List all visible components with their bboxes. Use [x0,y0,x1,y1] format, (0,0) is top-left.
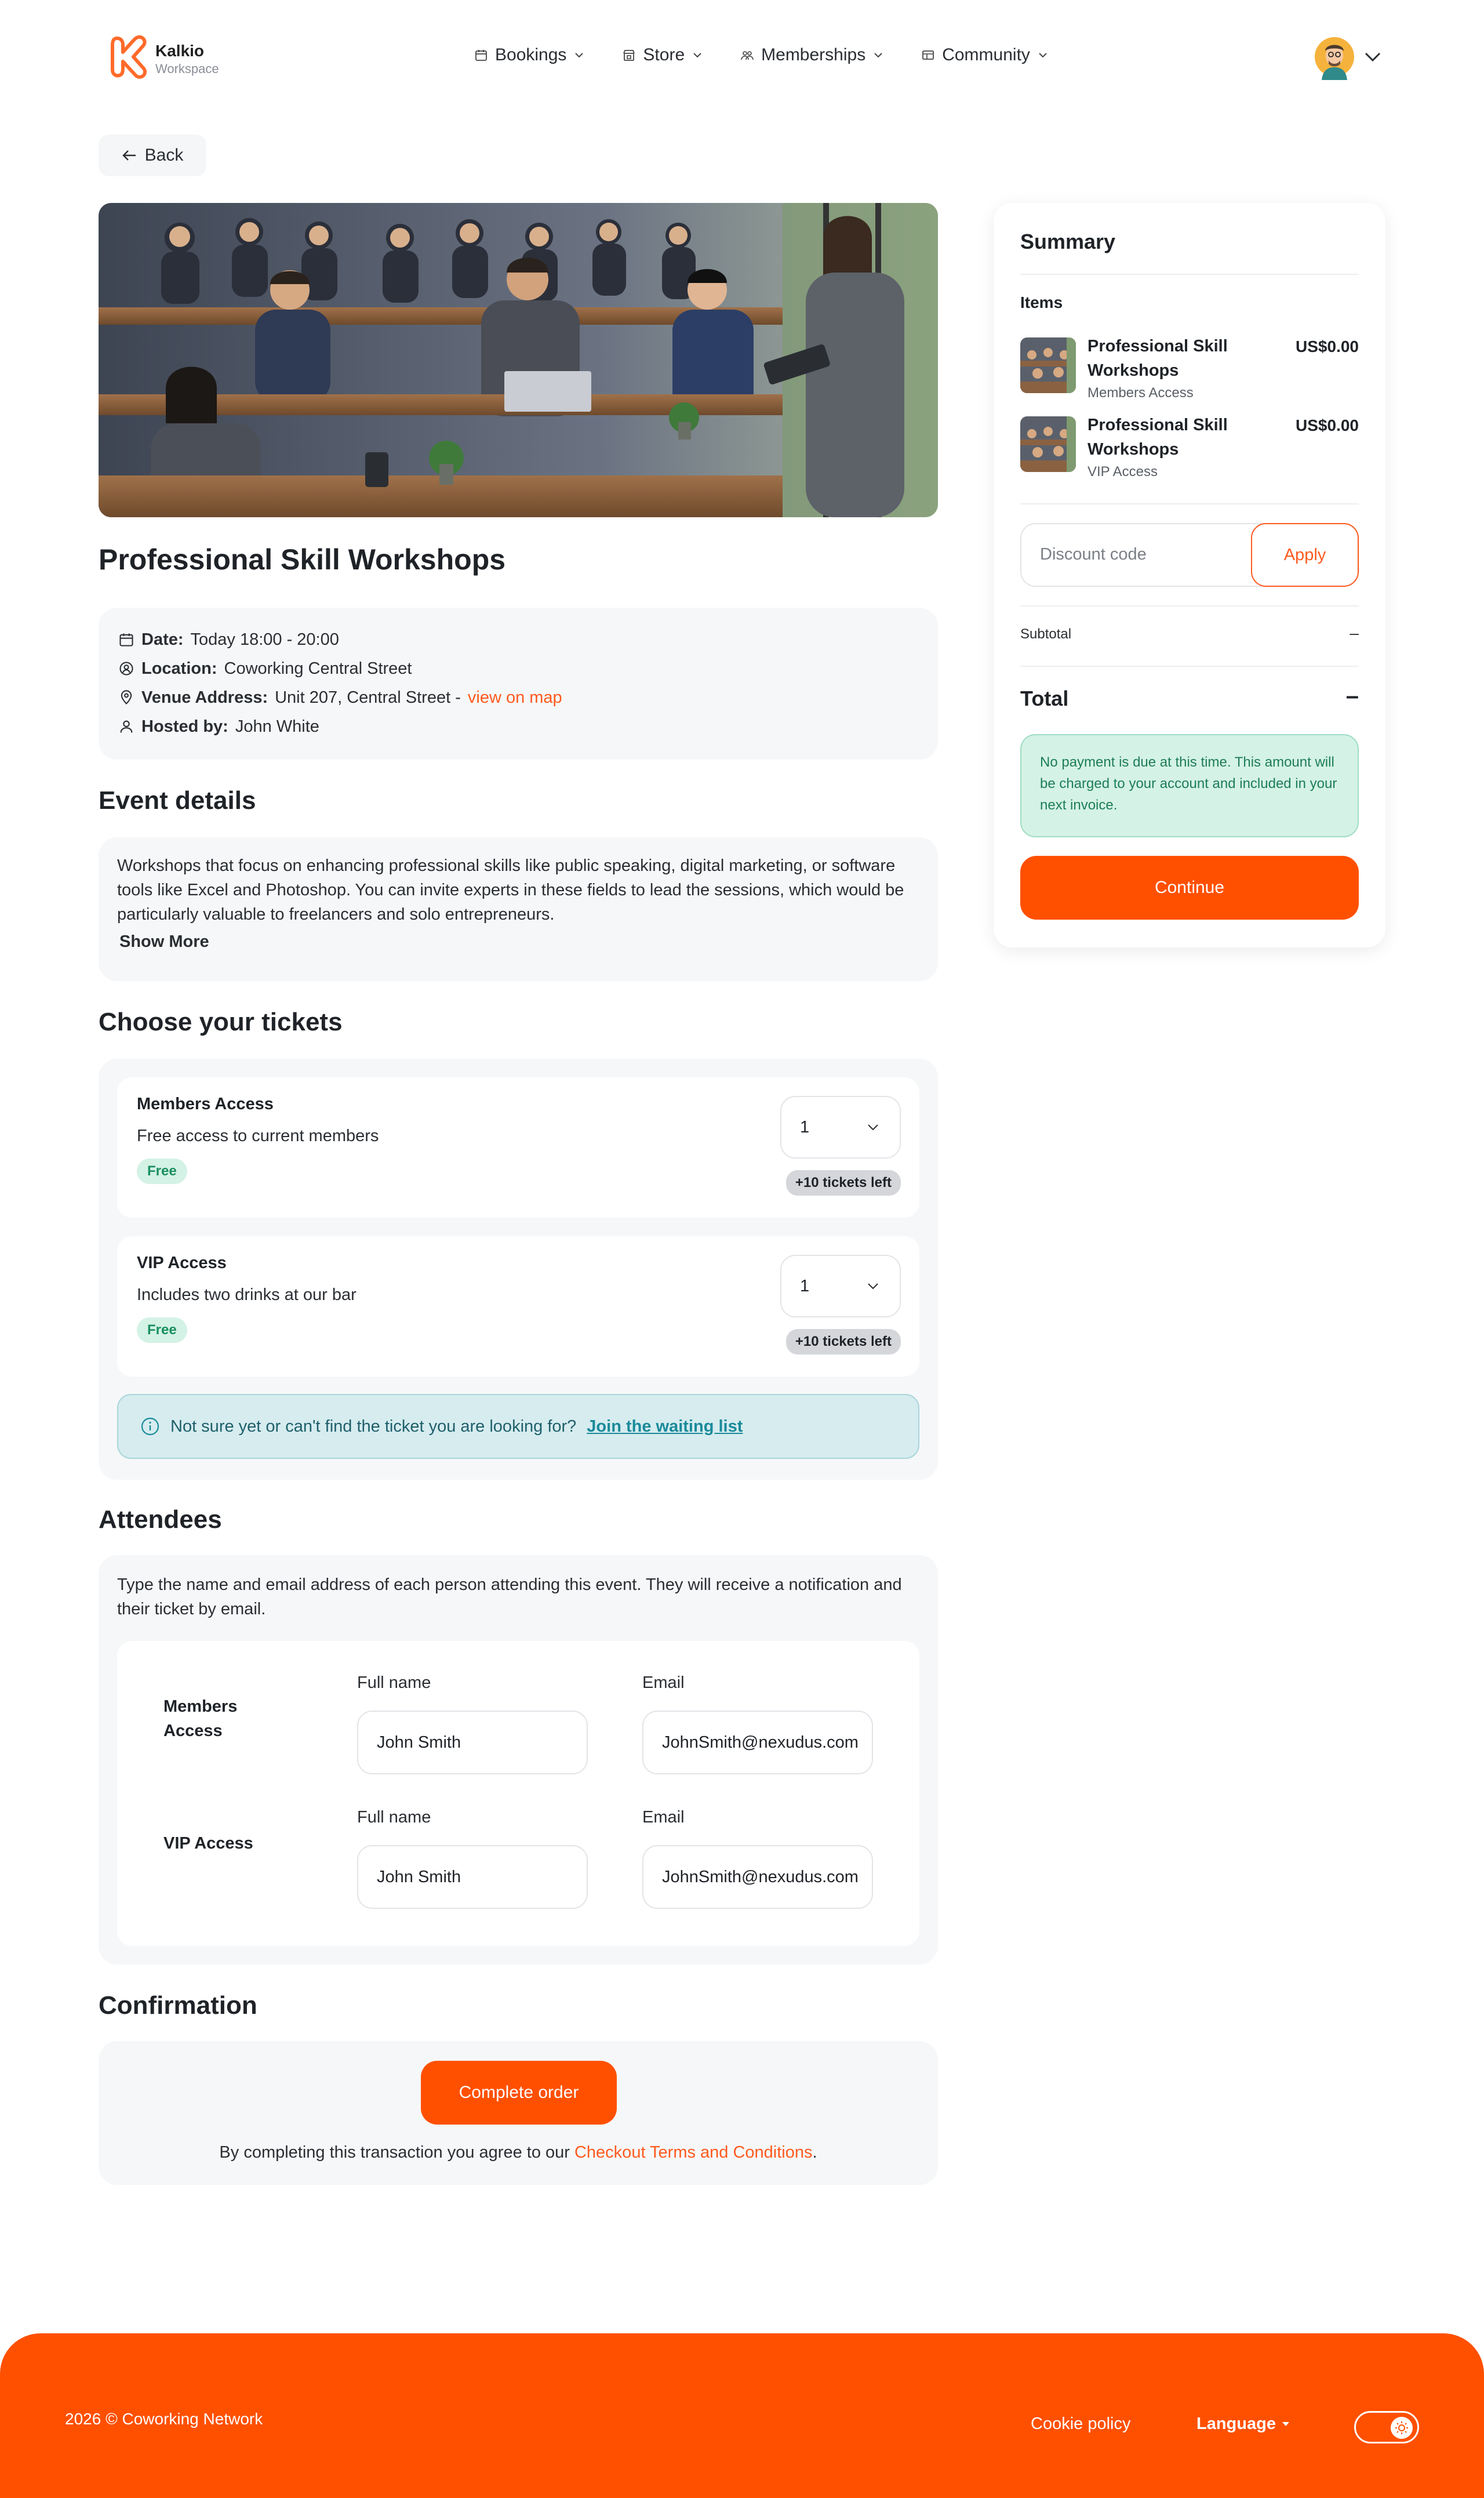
total-value: – [1345,683,1359,709]
attendee-ticket-label: Members Access [163,1697,238,1740]
host-label: Hosted by: [141,717,228,736]
event-hero-image [99,203,938,517]
event-details-heading: Event details [99,786,256,815]
chevron-down-icon [865,1278,881,1294]
nav-store-label: Store [643,45,685,64]
main-nav [474,45,1049,65]
nav-memberships-label: Memberships [761,45,866,64]
quantity-select[interactable] [780,1096,901,1159]
discount-code-field [1020,523,1359,587]
venue-label: Venue Address: [141,688,268,707]
event-location-row [118,654,918,683]
total-label: Total [1020,687,1069,710]
terms-suffix: . [812,2143,817,2162]
location-label: Location: [141,659,217,678]
ticket-option [117,1077,919,1218]
ticket-option [117,1236,919,1377]
nav-community[interactable] [921,45,1049,65]
price-badge: Free [137,1317,187,1343]
chevron-down-icon [573,49,585,61]
discount-code-input[interactable]: Discount code [1040,545,1147,564]
attendees-form [117,1641,919,1946]
calendar-icon [118,631,134,648]
item-price: US$0.00 [1296,416,1359,434]
quantity-value: 1 [800,1117,810,1137]
ticket-description: Free access to current members [137,1127,379,1145]
apply-button[interactable]: Apply [1251,523,1359,587]
theme-toggle[interactable] [1354,2411,1419,2443]
tickets-heading: Choose your tickets [99,1008,343,1036]
subtotal-label: Subtotal [1020,626,1072,642]
divider [1020,666,1359,667]
payment-notice: No payment is due at this time. This amount will be charged to your account and included in your next invoice. [1020,734,1359,837]
chevron-down-icon [865,1119,881,1135]
email-input[interactable]: JohnSmith@nexudus.com [642,1845,873,1909]
map-pin-icon [118,689,134,706]
waitlist-text: Not sure yet or can't find the ticket you are looking for? [170,1417,577,1436]
terms-text [99,2143,938,2162]
email-label: Email [642,1673,685,1692]
divider [1020,274,1359,275]
full-name-input[interactable]: John Smith [357,1845,588,1909]
venue-value: Unit 207, Central Street - [275,688,461,707]
item-thumbnail [1020,416,1076,472]
divider [1020,503,1359,504]
chevron-down-icon [872,49,884,61]
terms-prefix: By completing this transaction you agree to our [219,2143,570,2162]
language-selector[interactable] [1196,2415,1290,2434]
attendee-ticket-label: VIP Access [163,1834,253,1853]
user-icon [118,718,134,735]
footer [0,2333,1484,2498]
host-value: John White [235,717,319,736]
language-label: Language [1196,2415,1276,2433]
location-value: Coworking Central Street [224,659,412,678]
quantity-select[interactable] [780,1255,901,1317]
order-summary [994,203,1385,947]
divider [1020,605,1359,607]
nav-store[interactable] [622,45,703,65]
brand-name: Kalkio [155,42,205,60]
confirmation-card [99,2041,938,2185]
tickets-left-badge: +10 tickets left [786,1329,901,1355]
back-button[interactable] [99,135,206,176]
copyright: 2026 © Coworking Network [65,2410,263,2428]
ticket-name: Members Access [137,1095,274,1113]
event-date-row [118,625,918,654]
item-name: Professional Skill Workshops [1087,416,1228,459]
avatar[interactable] [1314,34,1355,80]
price-badge: Free [137,1159,187,1184]
item-ticket-type: Members Access [1087,385,1194,401]
back-label: Back [144,146,184,165]
continue-button[interactable]: Continue [1020,856,1359,920]
date-label: Date: [141,630,184,649]
sun-icon [1391,2417,1413,2439]
location-icon [118,660,134,677]
event-description: Workshops that focus on enhancing professional skills like public speaking, digital marketing, or software tools like Excel and Photoshop. You can invite experts in these fields to lead the sessions, which would be particularly valuable to freelancers and solo entrepreneurs. [117,856,904,924]
calendar-icon [474,48,488,62]
full-name-label: Full name [357,1808,431,1827]
confirmation-heading: Confirmation [99,1991,257,2020]
ticket-description: Includes two drinks at our bar [137,1286,357,1304]
full-name-input[interactable]: John Smith [357,1711,588,1774]
attendees-heading: Attendees [99,1505,222,1534]
attendees-intro: Type the name and email address of each person attending this event. They will receive a notification and their ticket by email. [117,1575,902,1618]
full-name-label: Full name [357,1673,431,1692]
brand-subtitle: Workspace [155,61,219,76]
store-icon [622,48,636,62]
view-on-map-link[interactable]: view on map [467,688,562,707]
nav-bookings[interactable] [474,45,585,65]
join-waitlist-link[interactable]: Join the waiting list [587,1417,743,1436]
nav-memberships[interactable] [740,45,884,65]
tickets-card [99,1059,938,1480]
chevron-down-icon [692,49,703,61]
attendees-card [99,1555,938,1965]
event-details-card [99,837,938,981]
tickets-left-badge: +10 tickets left [786,1170,901,1196]
item-ticket-type: VIP Access [1087,464,1158,480]
nav-bookings-label: Bookings [495,45,567,64]
event-venue-row [118,683,918,712]
summary-title: Summary [1020,230,1116,253]
event-info-card [99,608,938,760]
email-label: Email [642,1808,685,1827]
item-name: Professional Skill Workshops [1087,337,1228,380]
event-host-row [118,712,918,741]
nav-community-label: Community [942,45,1030,64]
people-icon [740,48,754,62]
board-icon [921,48,935,62]
ticket-name: VIP Access [137,1254,227,1272]
info-icon [140,1417,160,1436]
waitlist-banner [117,1394,919,1459]
email-input[interactable]: JohnSmith@nexudus.com [642,1711,873,1774]
caret-down-icon [1282,2421,1290,2427]
complete-order-button[interactable]: Complete order [421,2061,617,2125]
event-title: Professional Skill Workshops [99,543,506,576]
arrow-left-icon [122,149,137,162]
terms-link[interactable]: Checkout Terms and Conditions [574,2143,813,2162]
quantity-value: 1 [800,1276,810,1295]
item-price: US$0.00 [1296,337,1359,355]
subtotal-value: – [1350,624,1359,642]
logo-icon[interactable] [110,34,151,80]
chevron-down-icon [1037,49,1049,61]
items-label: Items [1020,293,1063,311]
chevron-down-icon[interactable] [1363,49,1382,65]
show-more-button[interactable]: Show More [119,932,209,951]
date-value: Today 18:00 - 20:00 [190,630,339,649]
cookie-policy-link[interactable]: Cookie policy [1031,2415,1131,2433]
item-thumbnail [1020,337,1076,393]
